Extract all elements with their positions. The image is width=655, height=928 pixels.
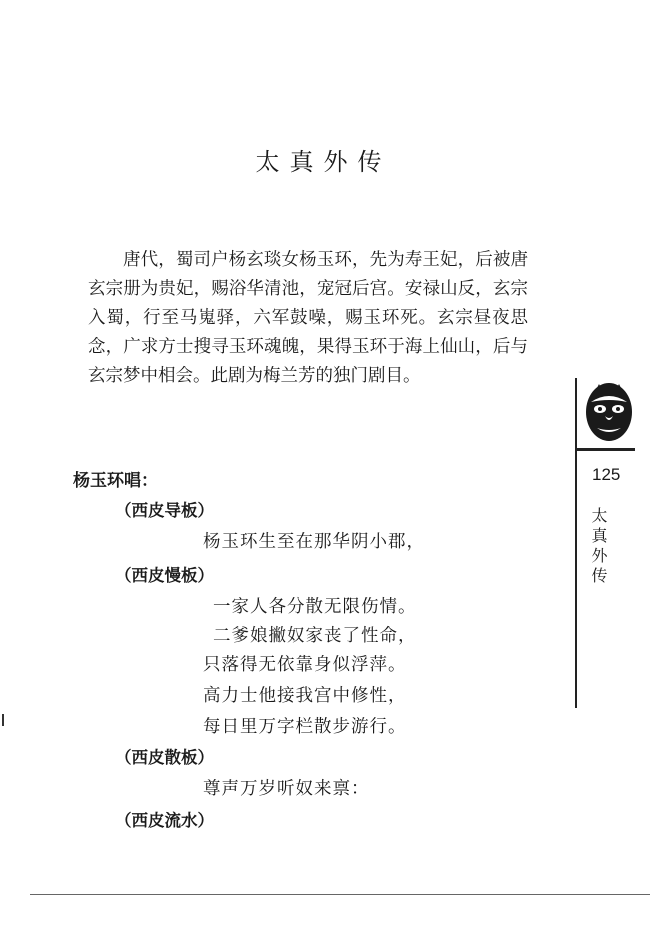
page-title: 太真外传	[255, 148, 392, 176]
sidebar-divider-horizontal	[575, 448, 635, 451]
tune-label: （西皮流水）	[115, 811, 214, 830]
tune-label: （西皮导板）	[115, 501, 214, 520]
libretto-line: 高力士他接我宫中修性，	[203, 686, 407, 706]
tune-label: （西皮散板）	[115, 748, 214, 767]
page-number: 125	[592, 465, 621, 484]
libretto-line: 杨玉环生至在那华阴小郡，	[203, 532, 425, 552]
singer-heading: 杨玉环唱：	[73, 471, 158, 491]
opera-mask-icon	[583, 380, 635, 444]
running-title: 太真外传	[589, 507, 608, 587]
intro-paragraph: 唐代，蜀司户杨玄琰女杨玉环，先为寿王妃，后被唐玄宗册为贵妃，赐浴华清池，宠冠后宫。安禄山反，玄宗入蜀，行至马嵬驿，六军鼓噪，赐玉环死。玄宗昼夜思念，广求方士搜寻玉环魂魄，果得玉环于海上仙山，后与玄宗梦中相会。此剧为梅兰芳的独门剧目。	[88, 250, 528, 386]
margin-mark	[2, 714, 4, 726]
libretto-line: 尊声万岁听奴来禀：	[203, 779, 370, 799]
opera-mask-icon-svg	[583, 380, 635, 444]
sidebar-divider	[575, 378, 577, 708]
libretto-line: 一家人各分散无限伤情。	[213, 597, 417, 617]
libretto-line: 每日里万字栏散步游行。	[203, 717, 407, 737]
libretto-line: 只落得无依靠身似浮萍。	[203, 655, 407, 675]
libretto-line: 二爹娘撇奴家丧了性命，	[213, 626, 417, 646]
tune-label: （西皮慢板）	[115, 566, 214, 585]
bottom-rule	[30, 894, 650, 895]
